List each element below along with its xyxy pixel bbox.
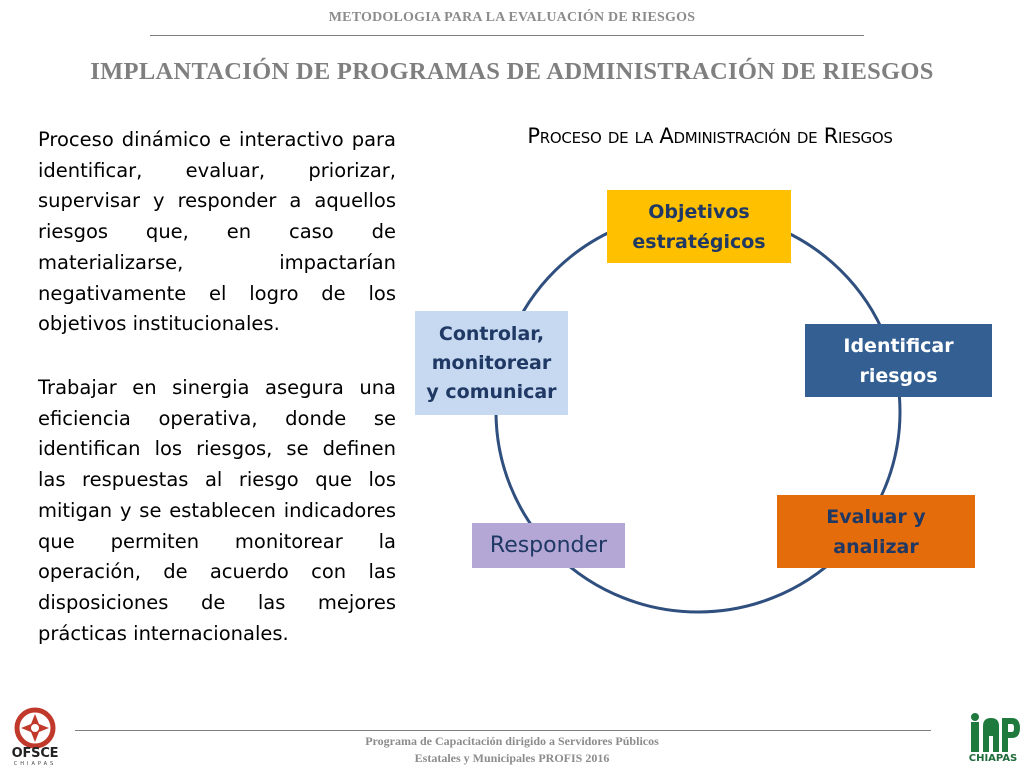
step-label-line: riesgos [859, 364, 938, 387]
step-evaluar-analizar [777, 495, 975, 568]
footer-line-1: Programa de Capacitación dirigido a Servidores Públicos [365, 734, 659, 748]
body-paragraph-1: Proceso dinámico e interactivo para identificar, evaluar, priorizar, supervisar y responder a aquellos riesgos que, en caso de materializarse, impactarían negativamente el logro de los objetivos institucionales. [38, 128, 396, 336]
iap-chiapas-logo-icon [968, 712, 1022, 754]
footer-text [0, 733, 1024, 767]
step-responder [472, 523, 625, 568]
step-label-line: y comunicar [426, 380, 557, 403]
diagram-title: Proceso de la Administración de Riesgos [527, 124, 893, 148]
step-label-line: Responder [489, 532, 608, 558]
iap-logo-subtitle: CHIAPAS [968, 753, 1018, 764]
footer-divider [75, 730, 931, 731]
step-label-line: Evaluar y [826, 505, 926, 528]
step-label-line: monitorear [431, 351, 552, 374]
body-paragraph-2: Trabajar en sinergia asegura una eficiencia operativa, donde se identifican los riesgos, se definen las respuestas al riesgo que los mitigan y se establecen indicadores que permiten monitorear la operación, de acuerdo con las disposiciones de las mejores prácticas internacionales. [38, 376, 396, 645]
step-objetivos-estrategicos [607, 190, 791, 263]
footer-line-2: Estatales y Municipales PROFIS 2016 [414, 751, 610, 765]
step-label-line: Objetivos [648, 200, 750, 223]
step-label-line: Identificar [843, 334, 954, 357]
step-identificar-riesgos [805, 324, 992, 397]
ofsce-logo-name: OFSCE [11, 746, 59, 761]
step-label-line: estratégicos [632, 230, 766, 253]
page-title: IMPLANTACIÓN DE PROGRAMAS DE ADMINISTRACIÓN DE RIESGOS [90, 58, 934, 85]
header-methodology-text: METODOLOGIA PARA LA EVALUACIÓN DE RIESGOS [328, 10, 696, 25]
ofsce-logo-subtitle: CHIAPAS [13, 761, 57, 767]
step-controlar-monitorear-comunicar [415, 311, 568, 415]
step-label-line: analizar [833, 535, 919, 558]
step-label-line: Controlar, [438, 322, 545, 345]
